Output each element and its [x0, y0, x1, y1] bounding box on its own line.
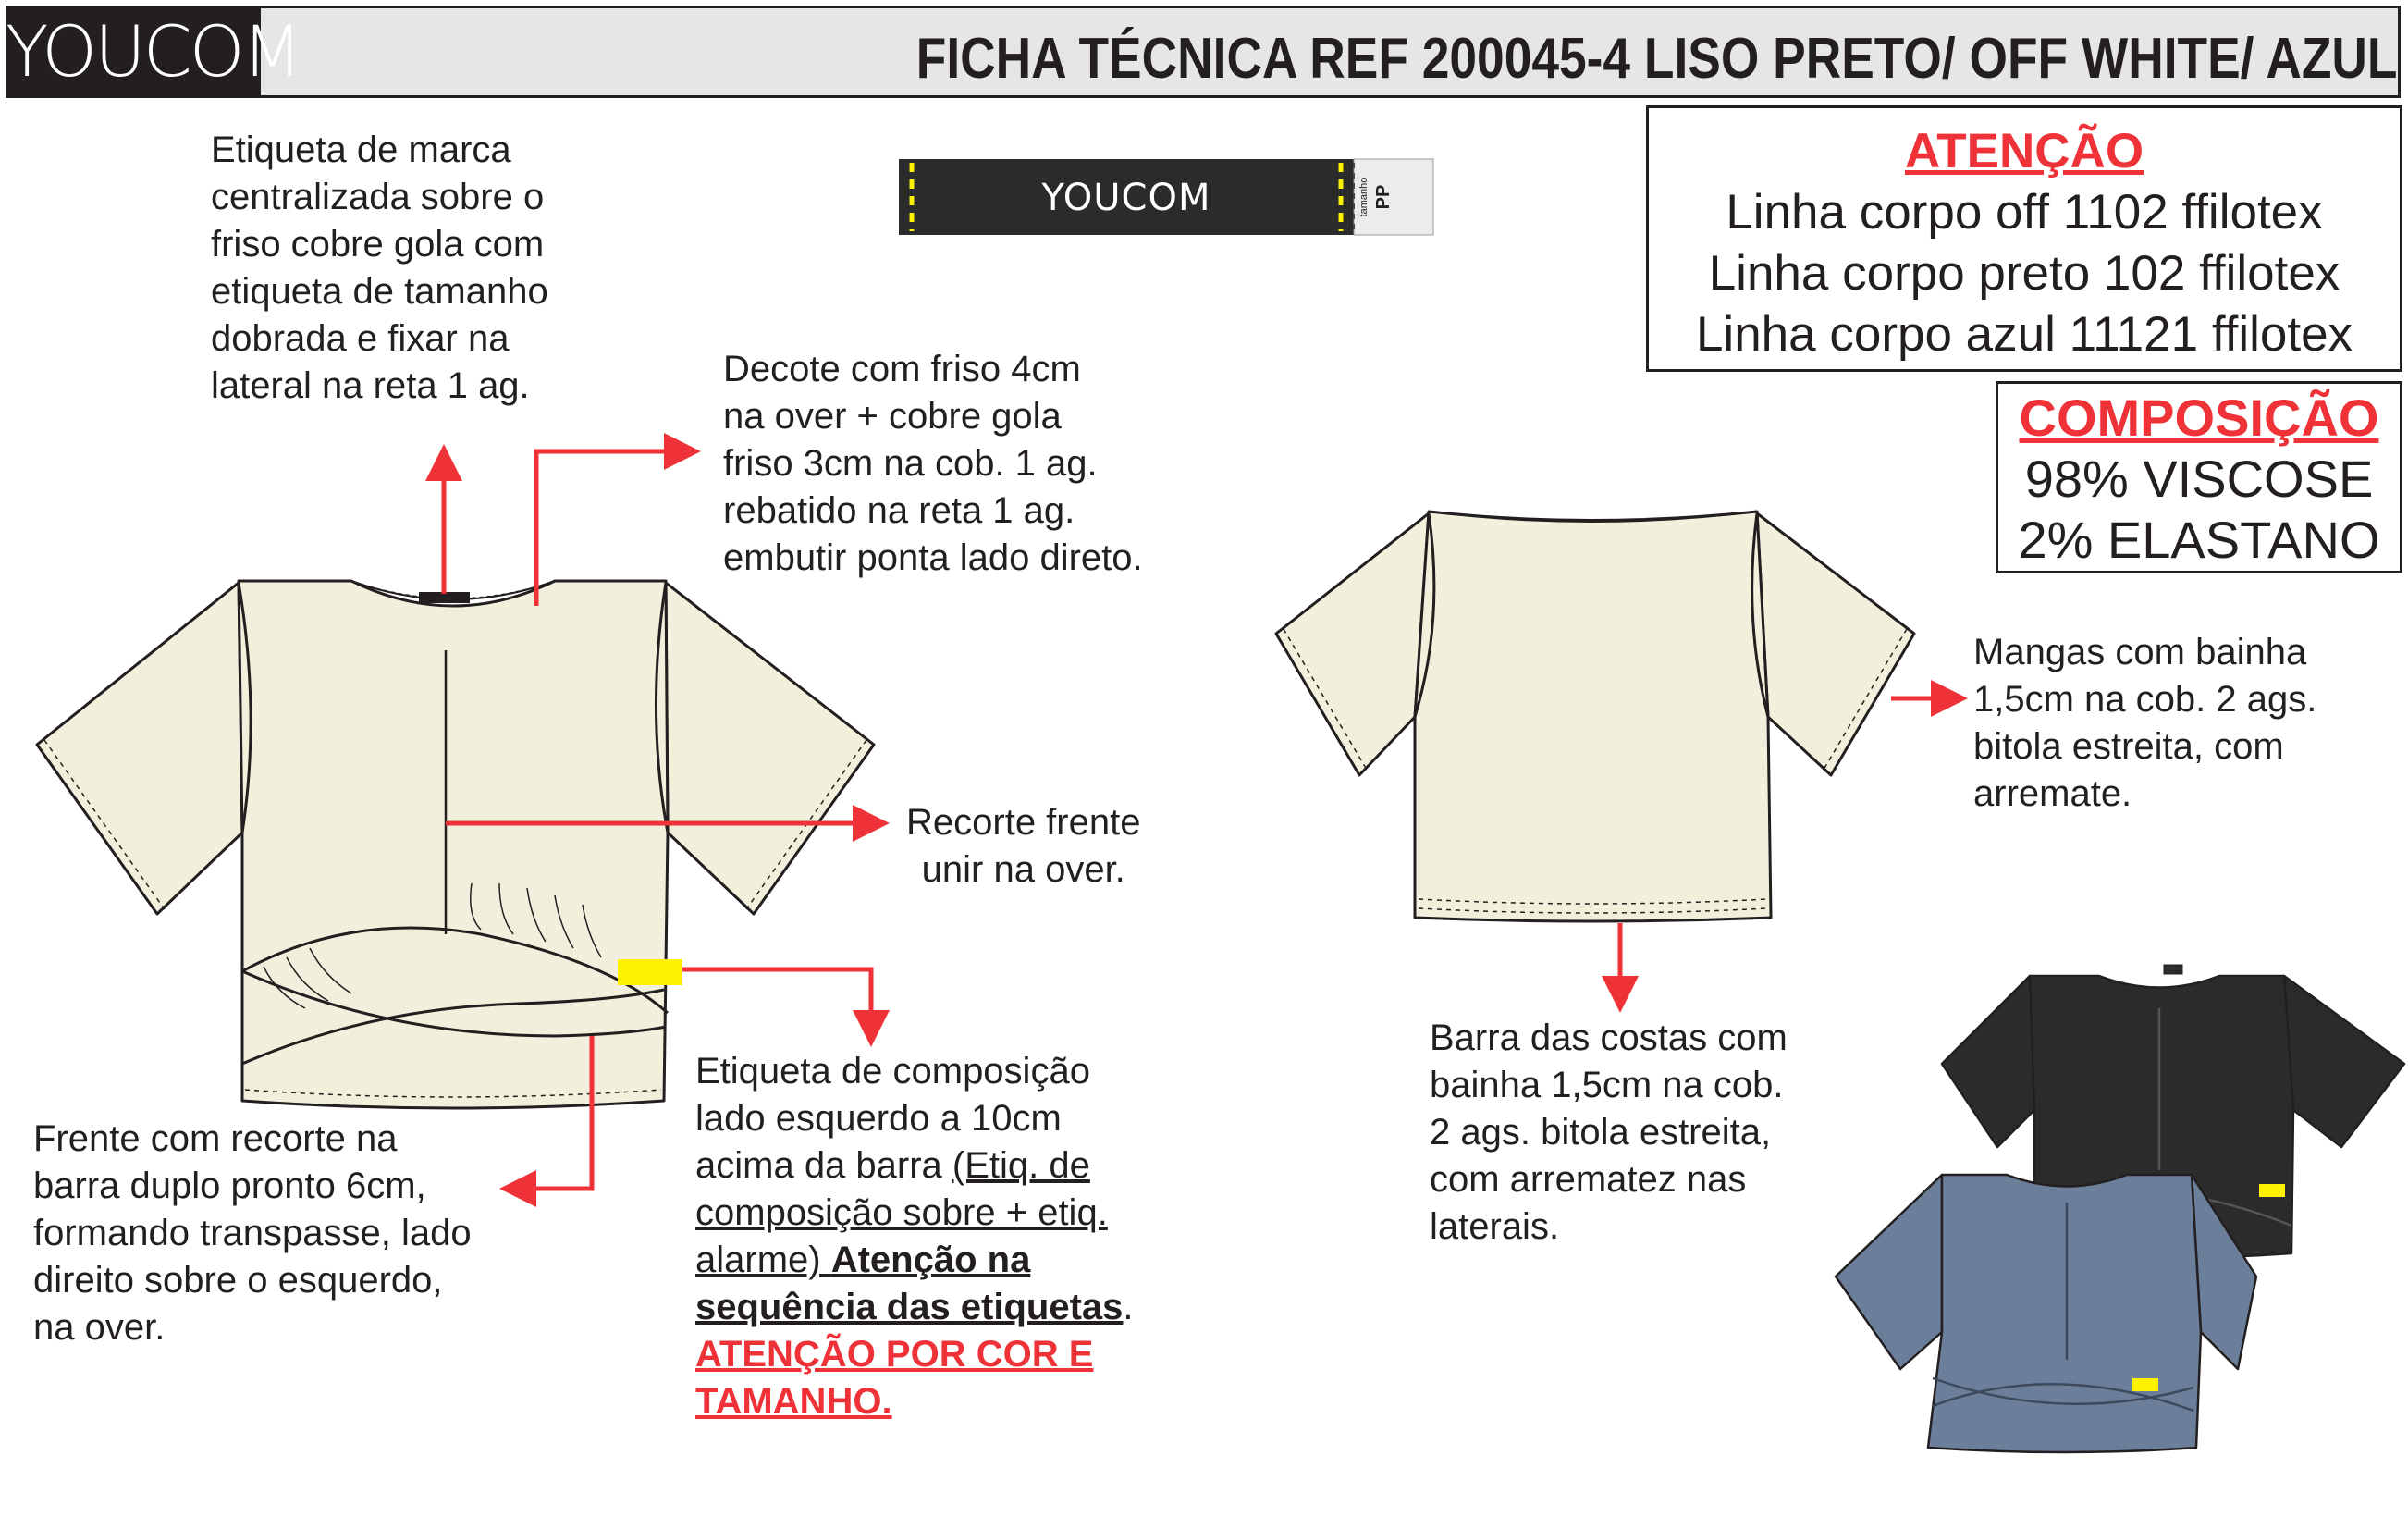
note-line: Recorte frente: [906, 802, 1141, 843]
thread-spec-line: Linha corpo preto 102 ffilotex: [1708, 246, 2340, 301]
note-line: na over + cobre gola: [723, 396, 1062, 437]
note-line: [695, 1378, 1134, 1425]
note-line: Decote com friso 4cm: [723, 349, 1081, 389]
note-line: Etiqueta de marca: [211, 130, 511, 170]
note-back-hem: [1430, 1015, 1788, 1251]
note-line: formando transpasse, lado: [33, 1213, 472, 1253]
note-text: .: [1123, 1287, 1134, 1327]
thread-spec-line: Linha corpo azul 11121 ffilotex: [1695, 307, 2353, 362]
composition-line: 2% ELASTANO: [2018, 511, 2380, 569]
note-line: Mangas com bainha: [1973, 632, 2307, 672]
note-line: [695, 1142, 1134, 1190]
note-line: unir na over.: [921, 849, 1125, 890]
note-text-bold: sequência das etiquetas: [695, 1287, 1124, 1327]
blue-composition-label: [2132, 1378, 2158, 1391]
note-line: centralizada sobre o: [211, 177, 545, 217]
blue-colorway-shirt: [1836, 1175, 2256, 1452]
note-line: laterais.: [1430, 1206, 1560, 1247]
front-composition-label: [618, 959, 682, 985]
note-line: friso 3cm na cob. 1 ag.: [723, 443, 1098, 484]
note-text: acima da barra: [695, 1145, 952, 1186]
note-text-underlined: alarme): [695, 1240, 831, 1280]
note-warning: TAMANHO: [695, 1381, 882, 1422]
composition-box: [1996, 381, 2402, 574]
note-line: arremate.: [1973, 773, 2132, 814]
attention-heading: ATENÇÃO: [1904, 124, 2144, 179]
note-warning: .: [881, 1381, 892, 1422]
composition-heading: COMPOSIÇÃO: [2019, 388, 2379, 447]
note-line: Frente com recorte na: [33, 1118, 398, 1159]
note-line: [695, 1284, 1134, 1331]
black-composition-label: [2259, 1184, 2285, 1197]
note-line: lado esquerdo a 10cm: [695, 1098, 1062, 1139]
note-line: direito sobre o esquerdo,: [33, 1260, 443, 1301]
note-line: embutir ponta lado direto.: [723, 537, 1143, 578]
note-composition-label: [695, 1048, 1134, 1425]
note-line: 1,5cm na cob. 2 ags.: [1973, 679, 2317, 720]
note-warning: ATENÇÃO POR COR E: [695, 1334, 1094, 1375]
note-line: bitola estreita, com: [1973, 726, 2284, 767]
note-front-hem: [33, 1116, 472, 1351]
note-line-underlined: composição sobre + etiq.: [695, 1192, 1108, 1233]
note-line: barra duplo pronto 6cm,: [33, 1166, 426, 1206]
note-brand-label: [211, 127, 548, 410]
front-view-shirt: [37, 581, 874, 1108]
brand-logo: YOUCOM: [6, 6, 261, 98]
back-view-shirt: [1276, 512, 1914, 921]
attention-box: [1646, 105, 2402, 372]
note-line: 2 ags. bitola estreita,: [1430, 1112, 1772, 1153]
note-text-bold: Atenção na: [830, 1240, 1031, 1280]
thread-spec-line: Linha corpo off 1102 ffilotex: [1726, 185, 2323, 240]
label-tag: [899, 159, 1433, 235]
note-line: etiqueta de tamanho: [211, 271, 548, 312]
note-line: na over.: [33, 1307, 166, 1348]
label-tag-size: PP: [1373, 184, 1394, 210]
label-tag-brand: YOUCOM: [1041, 177, 1211, 219]
note-line: bainha 1,5cm na cob.: [1430, 1065, 1784, 1105]
note-line: [695, 1237, 1134, 1284]
note-line: lateral na reta 1 ag.: [211, 365, 530, 406]
note-sleeves: [1973, 629, 2316, 818]
note-line: com arrematez nas: [1430, 1159, 1747, 1200]
note-line: Etiqueta de composição: [695, 1051, 1090, 1092]
sheet-title: FICHA TÉCNICA REF 200045-4 LISO PRETO/ OFF WHITE/ AZUL: [915, 27, 2397, 91]
note-neckline: [723, 346, 1143, 582]
label-tag-size-word: tamanho: [1358, 177, 1370, 217]
note-line: rebatido na reta 1 ag.: [723, 490, 1075, 531]
note-line: friso cobre gola com: [211, 224, 545, 265]
arrow-composition-label: [682, 969, 871, 1038]
black-brand-label: [2164, 965, 2182, 974]
note-front-cut: [906, 799, 1140, 894]
note-text-underlined: (Etiq. de: [952, 1145, 1090, 1186]
composition-line: 98% VISCOSE: [2024, 450, 2374, 508]
note-line: dobrada e fixar na: [211, 318, 510, 359]
note-line: Barra das costas com: [1430, 1018, 1788, 1058]
